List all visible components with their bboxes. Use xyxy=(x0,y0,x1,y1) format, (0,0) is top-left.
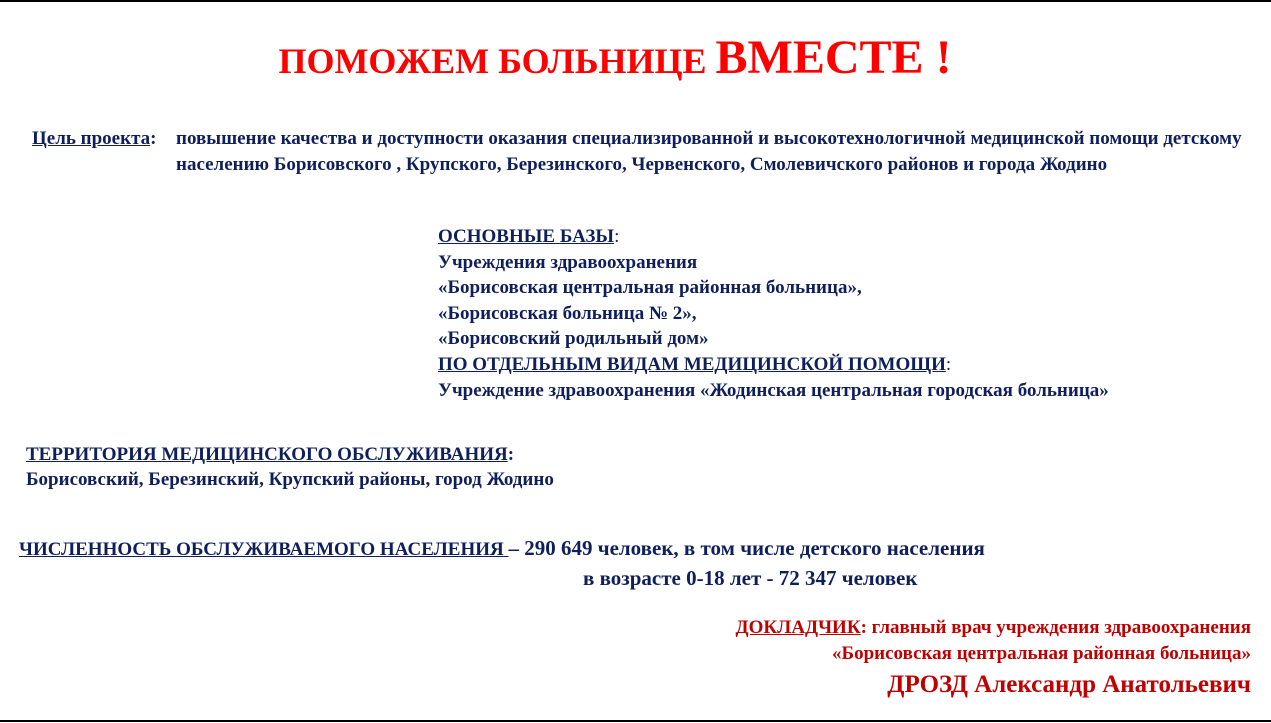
speaker-line-2: «Борисовская центральная районная больница» xyxy=(832,643,1251,664)
title-part-1: ПОМОЖЕМ БОЛЬНИЦЕ xyxy=(278,41,716,81)
goal-label-colon: : xyxy=(150,128,157,149)
population-line-1 xyxy=(19,534,985,564)
goal-label xyxy=(32,126,156,152)
speaker-name: ДРОЗД Александр Анатольевич xyxy=(887,671,1251,698)
speaker-line-1 xyxy=(736,615,1251,641)
top-border-line xyxy=(0,0,1271,2)
territory-text: Борисовский, Березинский, Крупский районы, город Жодино xyxy=(26,469,554,490)
bottom-border-line xyxy=(0,720,1271,722)
population-heading: ЧИСЛЕННОСТЬ ОБСЛУЖИВАЕМОГО НАСЕЛЕНИЯ xyxy=(19,539,509,560)
territory-section xyxy=(26,442,554,492)
special-item: Учреждение здравоохранения «Жодинская центральная городская больница» xyxy=(438,379,1109,401)
population-line-2: в возрасте 0-18 лет - 72 347 человек xyxy=(583,566,918,590)
title-part-2: ВМЕСТЕ ! xyxy=(715,31,952,84)
goal-label-text: Цель проекта xyxy=(32,128,151,149)
population-value: 290 649 человек, в том числе детского населения xyxy=(524,536,985,560)
bases-heading: ОСНОВНЫЕ БАЗЫ xyxy=(438,226,615,247)
bases-section xyxy=(438,224,1109,403)
population-dash: – xyxy=(508,536,525,560)
bases-heading-colon: : xyxy=(614,226,620,247)
territory-heading: ТЕРРИТОРИЯ МЕДИЦИНСКОГО ОБСЛУЖИВАНИЯ xyxy=(26,444,508,465)
speaker-section xyxy=(736,615,1251,703)
territory-heading-line xyxy=(26,442,554,467)
special-heading-colon: : xyxy=(945,353,952,375)
goal-description: повышение качества и доступности оказания специализированной и высокотехнологичной медицинской помощи детскому населению Борисовского , Крупского, Березинского, Червенского, Смолевичского районов и города Жодино xyxy=(176,128,1242,175)
special-heading-line xyxy=(438,352,1109,378)
slide-title xyxy=(0,30,1230,85)
bases-item: «Борисовский родильный дом» xyxy=(438,328,709,350)
bases-heading-line xyxy=(438,224,1109,250)
speaker-label: ДОКЛАДЧИК xyxy=(735,617,861,638)
bases-item: Учреждения здравоохранения xyxy=(438,251,698,273)
territory-heading-colon: : xyxy=(507,444,515,465)
bases-item: «Борисовская больница № 2», xyxy=(438,302,697,324)
speaker-role: : главный врач учреждения здравоохранения xyxy=(860,617,1251,638)
bases-item: «Борисовская центральная районная больница», xyxy=(438,277,862,299)
special-heading: ПО ОТДЕЛЬНЫМ ВИДАМ МЕДИЦИНСКОЙ ПОМОЩИ xyxy=(438,353,946,375)
population-section xyxy=(19,534,985,593)
